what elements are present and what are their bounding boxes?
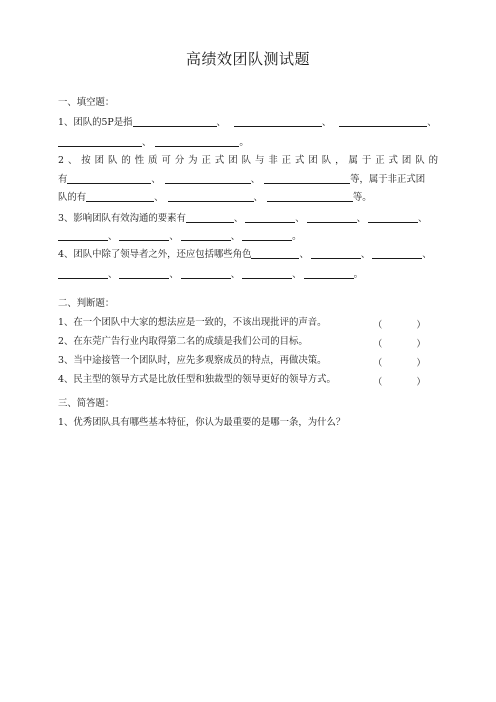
separator: 、 <box>299 249 309 260</box>
answer-blank[interactable] <box>58 136 142 147</box>
answer-blank[interactable] <box>242 268 292 279</box>
paren-close: ） <box>416 339 426 350</box>
question-4-text: 4、团队中除了领导者之外，还应包括哪些角色 <box>58 249 252 260</box>
separator: 、 <box>292 269 302 280</box>
separator: 、 <box>142 137 152 148</box>
separator: 。 <box>292 231 302 242</box>
answer-blank[interactable] <box>307 212 357 223</box>
paren-close: ） <box>416 358 426 369</box>
paren-close: ） <box>416 377 426 388</box>
separator: 、 <box>230 269 241 280</box>
answer-blank[interactable] <box>155 136 239 147</box>
answer-blank[interactable] <box>181 230 231 241</box>
answer-parentheses[interactable] <box>373 336 426 350</box>
question-2-text: 等。 <box>352 192 372 203</box>
separator: 。 <box>239 137 249 148</box>
answer-blank[interactable] <box>304 268 354 279</box>
separator: 、 <box>108 269 118 280</box>
answer-blank[interactable] <box>368 212 418 223</box>
paren-open: （ <box>373 339 383 350</box>
answer-blank[interactable] <box>264 173 350 184</box>
judgment-item-2: 2、在东莞广告行业内取得第二名的成绩是我们公司的目标。 <box>58 336 308 347</box>
separator: 、 <box>154 192 164 203</box>
answer-blank[interactable] <box>234 116 322 127</box>
separator: 、 <box>169 231 179 242</box>
answer-blank[interactable] <box>168 191 254 202</box>
paren-open: （ <box>373 358 383 369</box>
separator: 、 <box>108 231 118 242</box>
answer-parentheses[interactable] <box>373 374 426 388</box>
paren-close: ） <box>416 320 426 331</box>
answer-blank[interactable] <box>119 230 169 241</box>
separator: 、 <box>250 174 261 185</box>
question-2-line-1: 2、按团队的性质可分为正式团队与非正式团队，属于正式团队的 <box>58 155 438 166</box>
question-4-line-1 <box>58 248 432 261</box>
section-heading-true-false: 二、判断题： <box>58 298 115 309</box>
answer-blank[interactable] <box>181 268 231 279</box>
section-heading-short-answer: 三、简答题： <box>58 398 115 409</box>
answer-blank[interactable] <box>242 230 292 241</box>
section-heading-fill-blank: 一、填空题： <box>58 97 115 108</box>
answer-blank[interactable] <box>165 173 251 184</box>
question-2-text: 等，属于非正式团 <box>350 174 426 185</box>
question-4-line-2 <box>58 268 363 281</box>
separator: 、 <box>230 231 241 242</box>
question-2-text: 队的有 <box>58 192 87 203</box>
separator: 、 <box>418 213 428 224</box>
answer-blank[interactable] <box>133 116 217 127</box>
question-2-line-2 <box>58 173 425 186</box>
separator: 、 <box>216 117 226 128</box>
document-title: 高绩效团队测试题 <box>185 50 310 68</box>
answer-parentheses[interactable] <box>373 317 426 331</box>
question-2-line-3 <box>58 191 372 204</box>
separator: 、 <box>360 249 371 260</box>
answer-blank[interactable] <box>119 268 169 279</box>
paren-open: （ <box>373 320 383 331</box>
question-2-text: 有 <box>58 174 68 185</box>
separator: 、 <box>151 174 161 185</box>
separator: 、 <box>233 213 244 224</box>
judgment-item-1: 1、在一个团队中大家的想法应是一致的，不该出现批评的声音。 <box>58 317 327 328</box>
question-3-line-2 <box>58 230 302 243</box>
answer-blank[interactable] <box>86 191 154 202</box>
answer-blank[interactable] <box>58 268 108 279</box>
separator: 、 <box>169 269 179 280</box>
answer-blank[interactable] <box>251 248 299 259</box>
judgment-item-4: 4、民主型的领导方式是比放任型和独裁型的领导更好的领导方式。 <box>58 374 336 385</box>
question-1-text: 1、团队的5P是指 <box>58 117 133 128</box>
separator: 、 <box>321 117 332 128</box>
separator: 、 <box>422 249 432 260</box>
answer-parentheses[interactable] <box>373 355 426 369</box>
question-1-line-2 <box>58 136 249 149</box>
answer-blank[interactable] <box>58 230 108 241</box>
paren-open: （ <box>373 377 383 388</box>
question-3-text: 3、影响团队有效沟通的要素有 <box>58 213 186 224</box>
answer-blank[interactable] <box>372 248 422 259</box>
separator: 、 <box>253 192 263 203</box>
judgment-item-3: 3、当中途接管一个团队时，应先多观察成员的特点，再做决策。 <box>58 355 327 366</box>
answer-blank[interactable] <box>67 173 151 184</box>
question-3-line-1 <box>58 212 427 225</box>
answer-blank[interactable] <box>267 191 353 202</box>
answer-blank[interactable] <box>339 116 427 127</box>
answer-blank[interactable] <box>186 212 234 223</box>
separator: 、 <box>295 213 305 224</box>
answer-blank[interactable] <box>311 248 361 259</box>
separator: 。 <box>353 269 363 280</box>
short-answer-item-1: 1、优秀团队具有哪些基本特征，你认为最重要的是哪一条，为什么？ <box>58 417 346 428</box>
answer-blank[interactable] <box>245 212 295 223</box>
separator: 、 <box>427 117 437 128</box>
separator: 、 <box>356 213 367 224</box>
question-1-line-1 <box>58 116 437 129</box>
